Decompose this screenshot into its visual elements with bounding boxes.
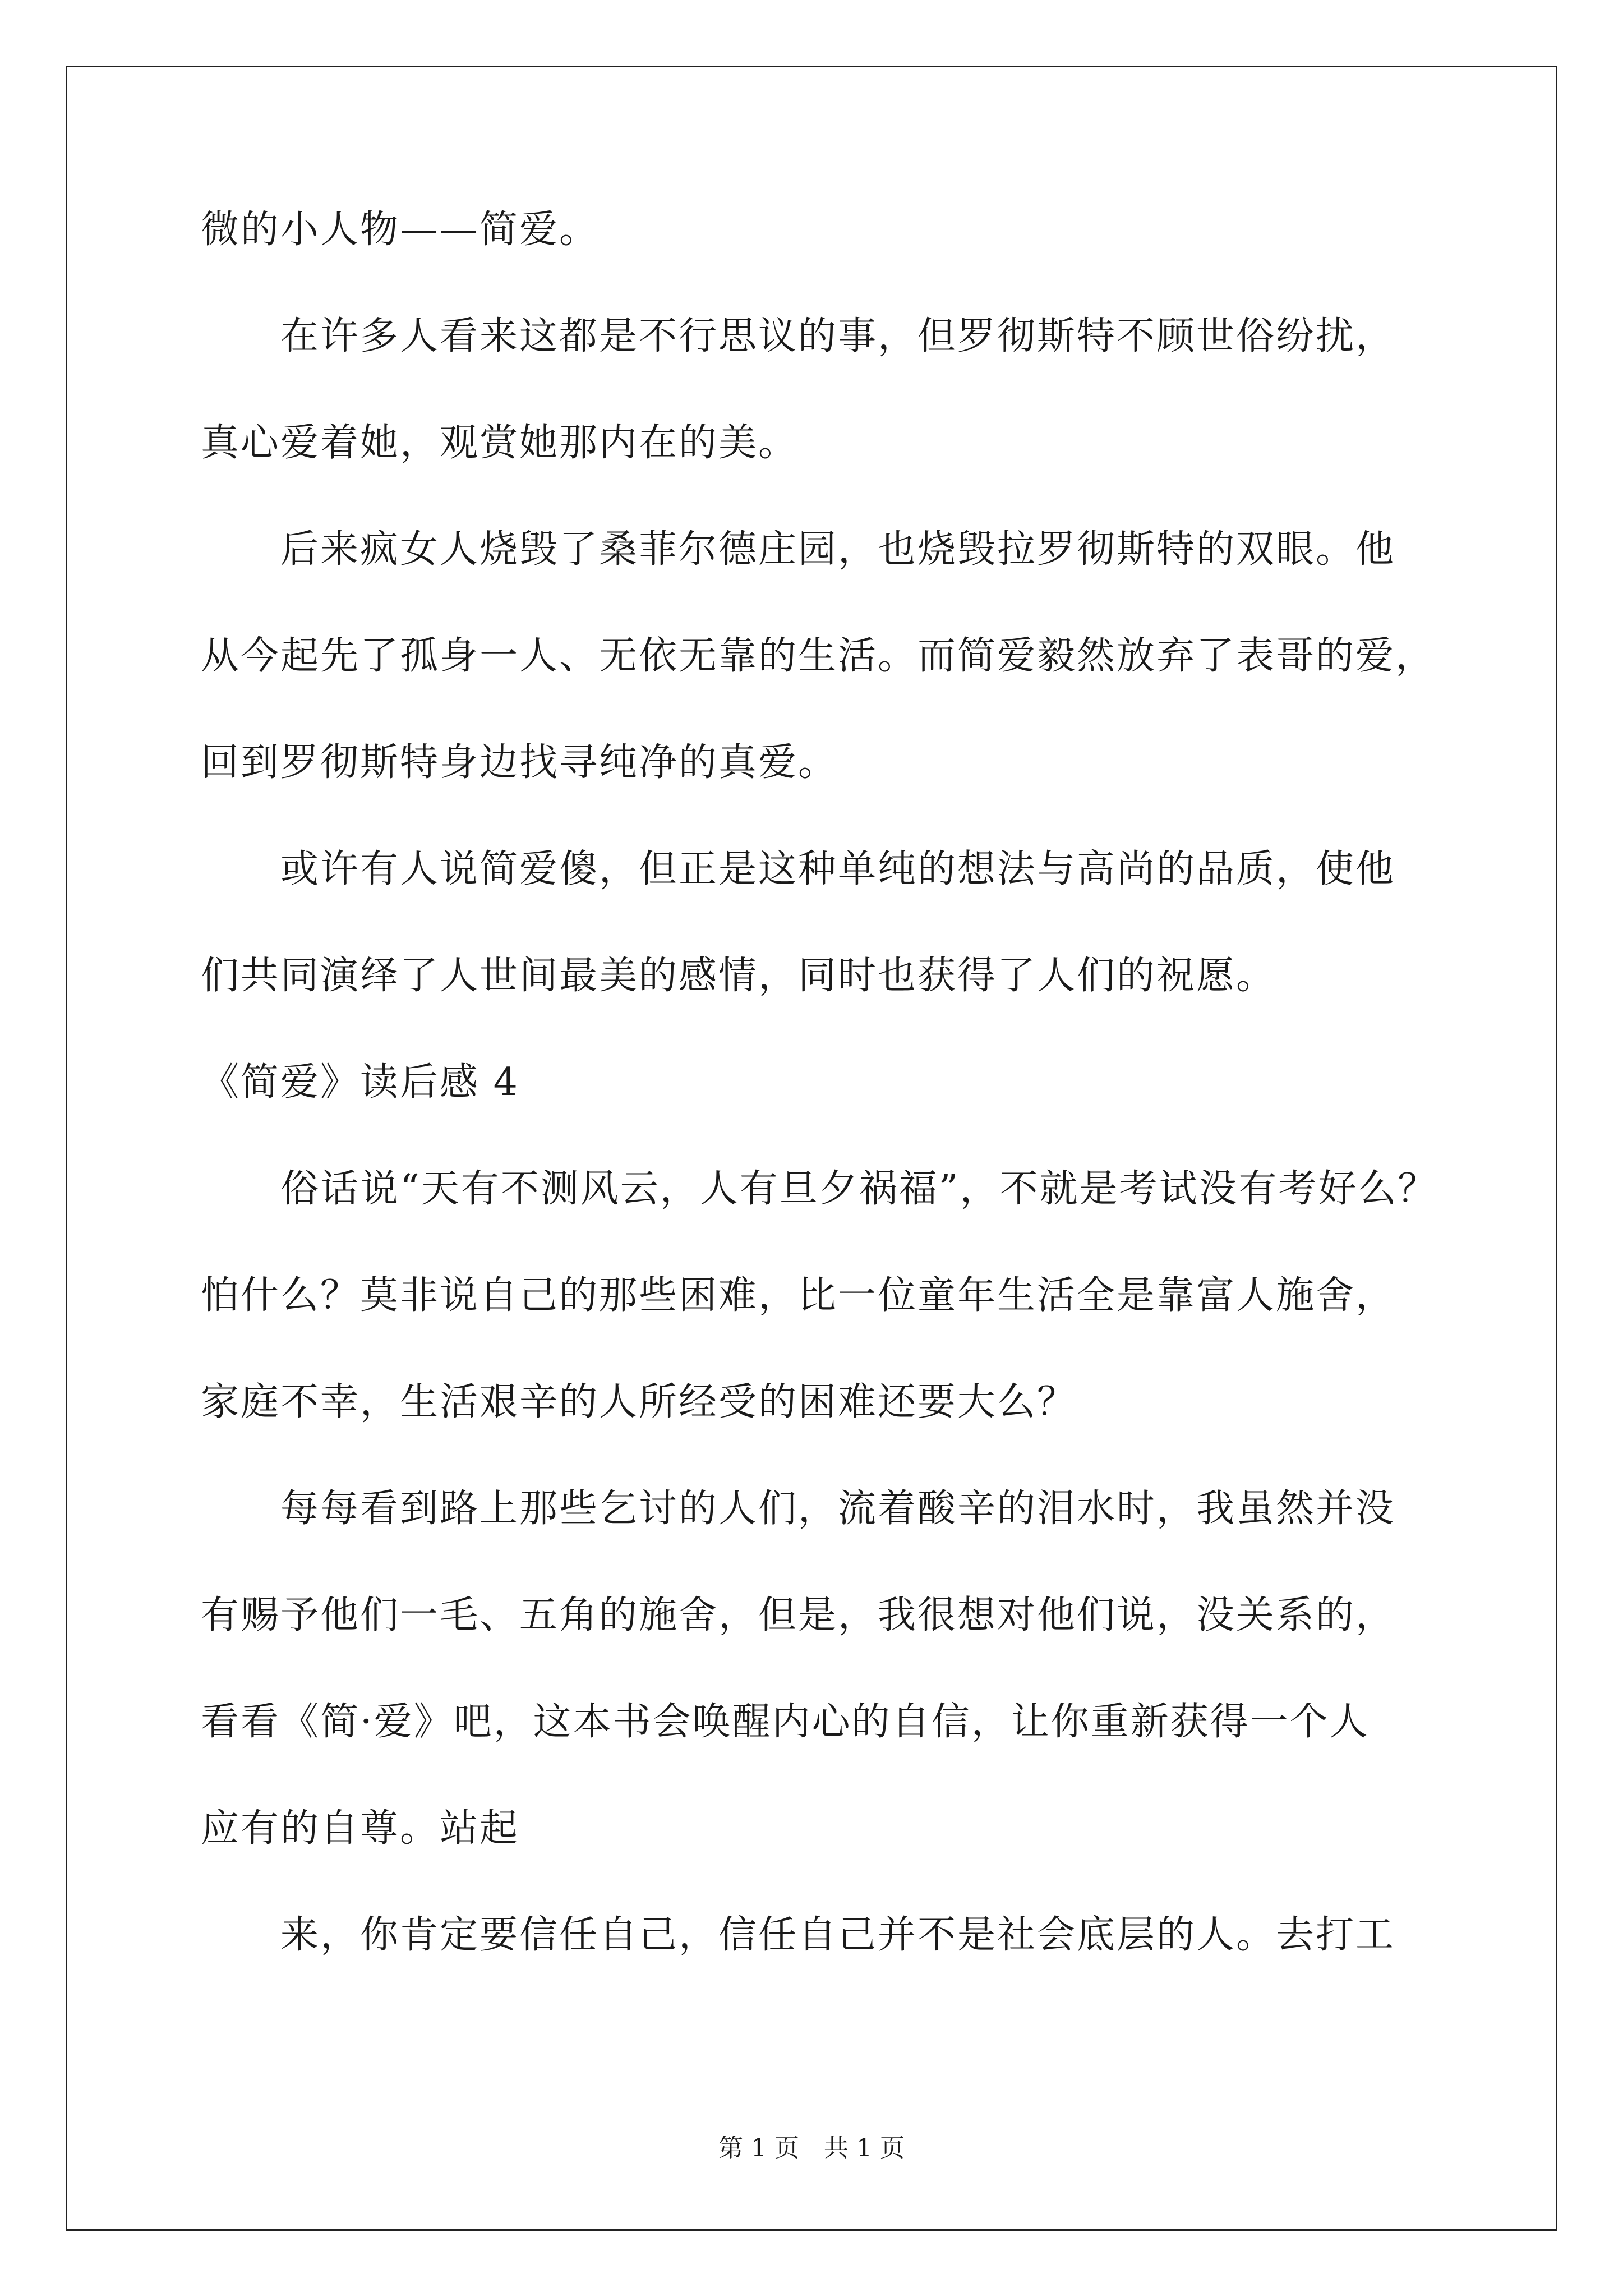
text-line: 每每看到路上那些乞讨的人们，流着酸辛的泪水时，我虽然并没 [201,1487,1396,1531]
text-line: 家庭不幸，生活艰辛的人所经受的困难还要大么？ [201,1380,1077,1424]
text-line: 们共同演绎了人世间最美的感情，同时也获得了人们的祝愿。 [201,954,1276,998]
text-line: 真心爱着她，观赏她那内在的美。 [201,421,799,465]
text-line: 怕什么？莫非说自己的那些困难，比一位童年生活全是靠富人施舍， [201,1273,1396,1318]
text-line: 看看《简·爱》吧，这本书会唤醒内心的自信，让你重新获得一个人 [201,1700,1370,1744]
text-line: 在许多人看来这都是不行思议的事，但罗彻斯特不顾世俗纷扰， [201,314,1396,358]
text-line: 微的小人物——简爱。 [201,208,600,252]
text-line: 有赐予他们一毛、五角的施舍，但是，我很想对他们说，没关系的， [201,1593,1396,1637]
section-heading: 《简爱》读后感 4 [201,1060,519,1105]
page-number-footer: 第 1 页 共 1 页 [718,2134,905,2162]
text-line: 回到罗彻斯特身边找寻纯净的真爱。 [201,740,838,785]
text-line: 应有的自尊。站起 [201,1806,520,1851]
text-line: 或许有人说简爱傻，但正是这种单纯的想法与高尚的品质，使他 [201,847,1396,891]
text-line: 从今起先了孤身一人、无依无靠的生活。而简爱毅然放弃了表哥的爱， [201,634,1436,678]
page-border [66,66,1557,2231]
text-line: 后来疯女人烧毁了桑菲尔德庄园，也烧毁拉罗彻斯特的双眼。他 [201,527,1396,572]
text-line: 俗话说“天有不测风云，人有旦夕祸福”，不就是考试没有考好么？ [201,1167,1438,1211]
text-line: 来，你肯定要信任自己，信任自己并不是社会底层的人。去打工 [201,1913,1396,1957]
